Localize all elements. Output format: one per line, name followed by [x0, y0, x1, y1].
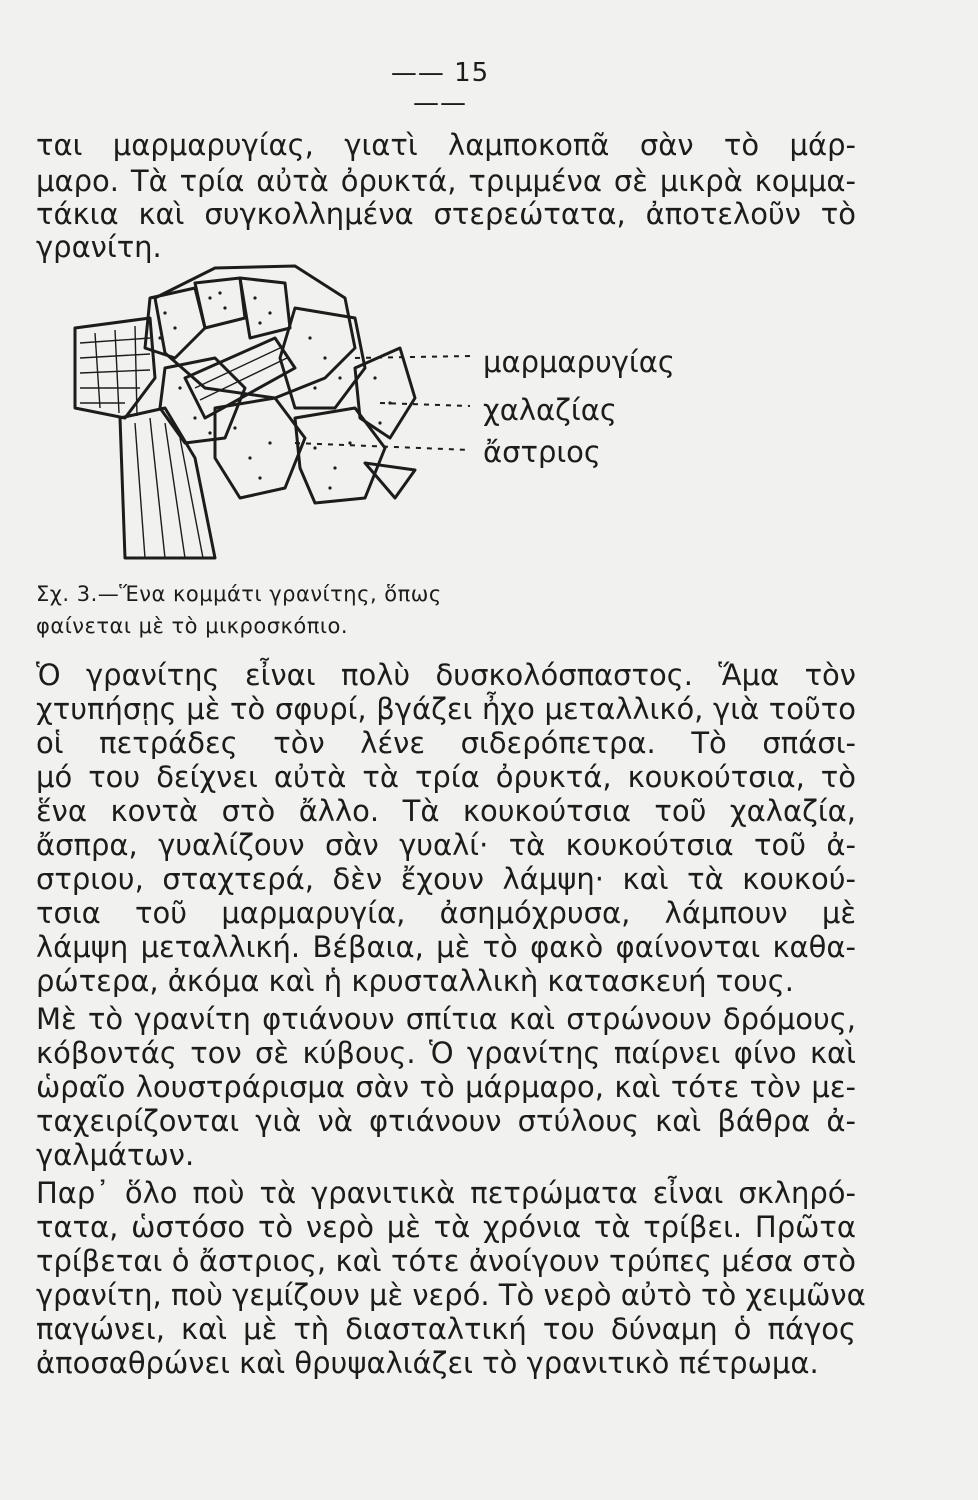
text-line: μό του δείχνει αὐτὰ τὰ τρία ὀρυκτά, κουκούτσια, τὸ — [36, 760, 856, 794]
granite-microscope-figure — [55, 258, 475, 570]
figure-label-quartz: χαλαζίας — [483, 393, 617, 427]
page-number: —— 15 —— — [390, 58, 490, 118]
text-line: γρανίτη. — [36, 230, 162, 264]
text-line: κόβοντάς τον σὲ κύβους. Ὁ γρανίτης παίρνει φίνο καὶ — [36, 1036, 856, 1070]
text-line: τσια τοῦ μαρμαρυγία, ἀσημόχρυσα, λάμπουν μὲ — [36, 896, 856, 930]
figure-caption-line: φαίνεται μὲ τὸ μικροσκόπιο. — [36, 614, 349, 638]
text-line: ἄσπρα, γυαλίζουν σὰν γυαλί· τὰ κουκούτσια τοῦ ἀ- — [36, 828, 856, 862]
text-line: λάμψη μεταλλική. Βέβαια, μὲ τὸ φακὸ φαίνονται καθα- — [36, 930, 856, 964]
text-line: ἀποσαθρώνει καὶ θρυψαλιάζει τὸ γρανιτικὸ πέτρωμα. — [36, 1346, 819, 1380]
figure-label-mica: μαρμαρυγίας — [483, 345, 675, 379]
text-line: γρανίτη, ποὺ γεμίζουν μὲ νερό. Τὸ νερὸ αὐτὸ τὸ χειμῶνα — [36, 1278, 866, 1312]
text-line: γαλμάτων. — [36, 1138, 195, 1172]
figure-caption-line: Σχ. 3.—Ἕνα κομμάτι γρανίτης, ὅπως — [36, 582, 442, 606]
text-line: ἕνα κοντὰ στὸ ἄλλο. Τὰ κουκούτσια τοῦ χαλαζία, — [36, 794, 856, 828]
text-line: τάκια καὶ συγκολλημένα στερεώτατα, ἀποτελοῦν τὸ — [36, 197, 856, 231]
text-line: τατα, ὡστόσο τὸ νερὸ μὲ τὰ χρόνια τὰ τρίβει. Πρῶτα — [36, 1210, 856, 1244]
text-line: τρίβεται ὁ ἄστριος, καὶ τότε ἀνοίγουν τρύπες μέσα στὸ — [36, 1244, 856, 1278]
figure-label-feldspar: ἄστριος — [483, 435, 601, 469]
text-line: Μὲ τὸ γρανίτη φτιάνουν σπίτια καὶ στρώνουν δρόμους, — [36, 1002, 856, 1036]
text-line: ρώτερα, ἀκόμα καὶ ἡ κρυσταλλικὴ κατασκευή τους. — [36, 964, 794, 998]
text-line: Ὁ γρανίτης εἶναι πολὺ δυσκολόσπαστος. Ἅμα τὸν — [36, 658, 856, 692]
text-line: ται μαρμαρυγίας, γιατὶ λαμποκοπᾶ σὰν τὸ μάρ- — [36, 128, 856, 162]
page-number-value: 15 — [454, 58, 490, 88]
text-line: μαρο. Τὰ τρία αὐτὰ ὀρυκτά, τριμμένα σὲ μικρὰ κομμα- — [36, 164, 856, 198]
text-line: ταχειρίζονται γιὰ νὰ φτιάνουν στύλους καὶ βάθρα ἀ- — [36, 1104, 856, 1138]
text-line: Παρ᾿ ὅλο ποὺ τὰ γρανιτικὰ πετρώματα εἶναι σκληρό- — [36, 1176, 856, 1210]
text-line: χτυπήσῃς μὲ τὸ σφυρί, βγάζει ἦχο μεταλλικό, γιὰ τοῦτο — [36, 692, 856, 726]
text-line: στριου, σταχτερά, δὲν ἔχουν λάμψη· καὶ τὰ κουκού- — [36, 862, 856, 896]
text-line: παγώνει, καὶ μὲ τὴ διασταλτική του δύναμη ὁ πάγος — [36, 1312, 856, 1346]
text-line: ὡραῖο λουστράρισμα σὰν τὸ μάρμαρο, καὶ τότε τὸν με- — [36, 1070, 856, 1104]
text-line: οἱ πετράδες τὸν λένε σιδερόπετρα. Τὸ σπάσι- — [36, 726, 856, 760]
